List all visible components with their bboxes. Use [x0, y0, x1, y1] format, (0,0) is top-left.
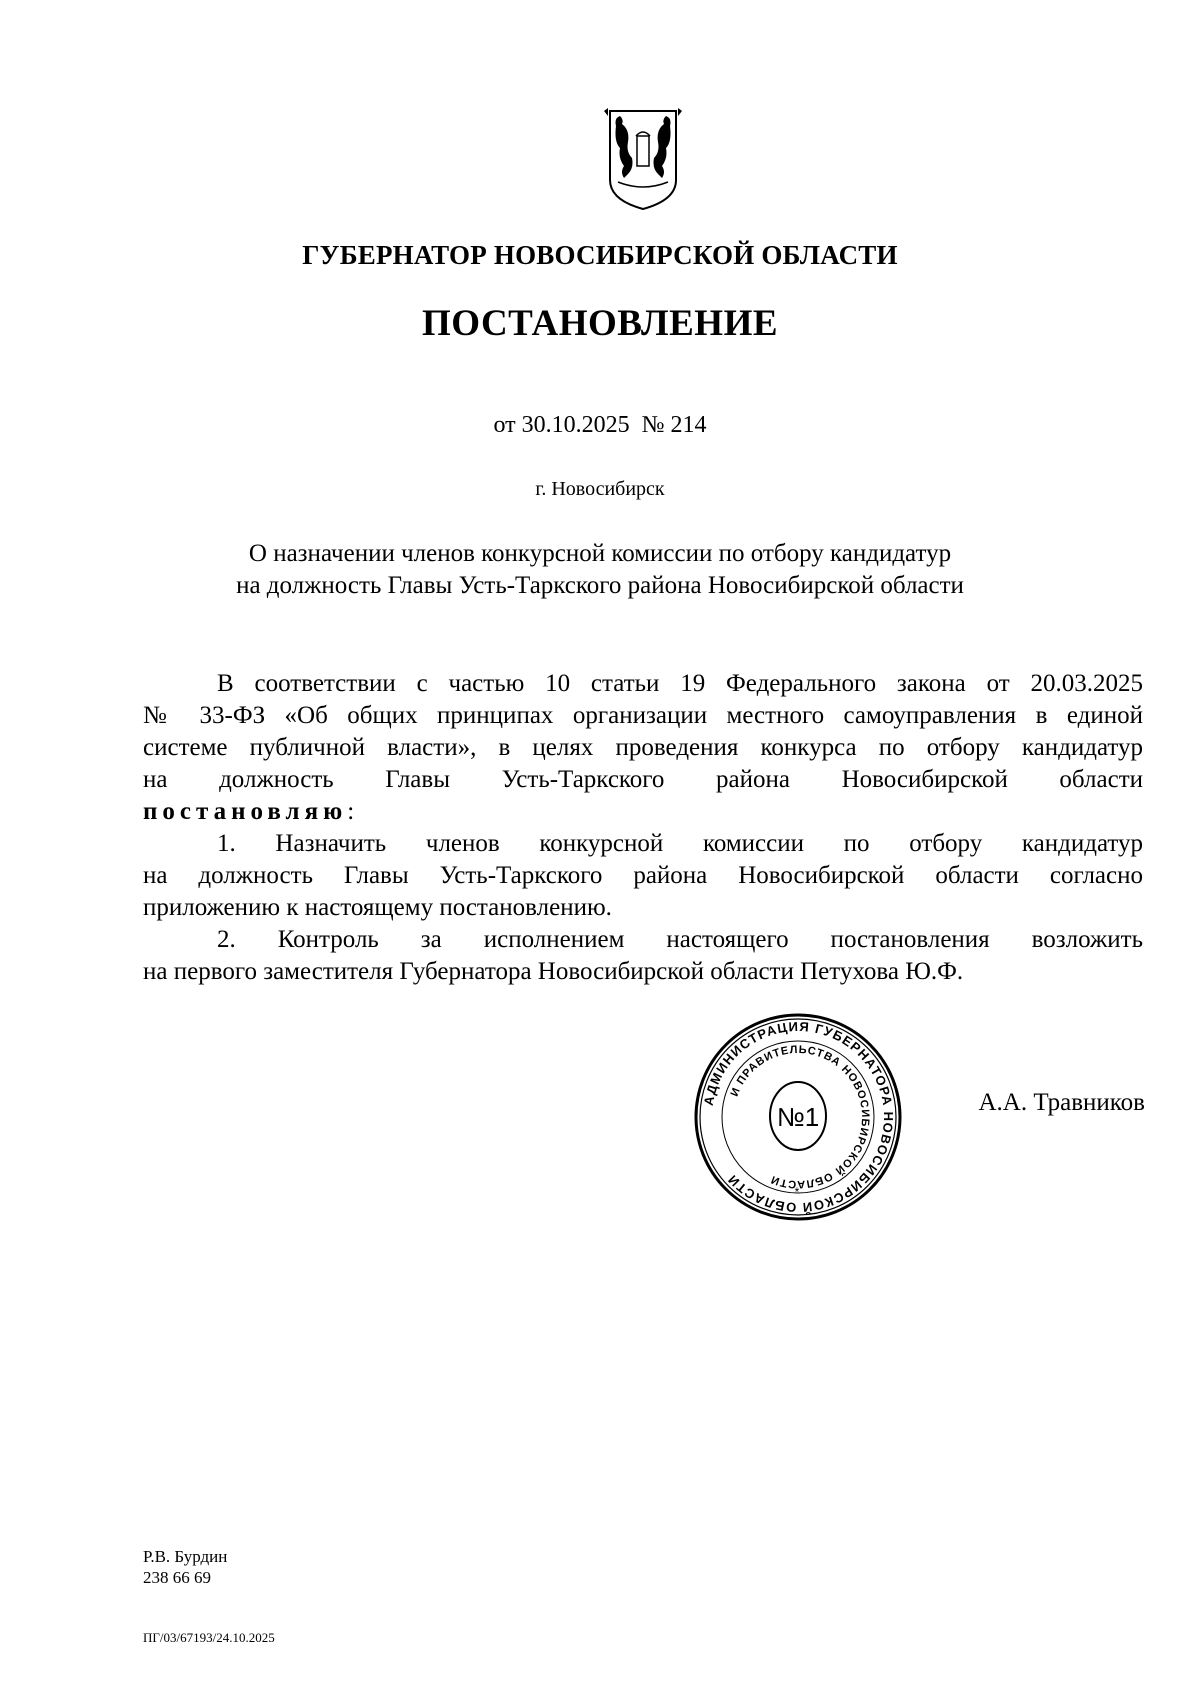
- executor-block: [143, 1546, 227, 1588]
- coat-of-arms-icon: [600, 108, 686, 211]
- registration-number: ПГ/03/67193/24.10.2025: [143, 1630, 275, 1645]
- stamp-outer-text: АДМИНИСТРАЦИЯ ГУБЕРНАТОРА НОВОСИБИРСКОЙ ОБЛАСТИ: [700, 1018, 897, 1216]
- stamp-inner-text: И ПРАВИТЕЛЬСТВА НОВОСИБИРСКОЙ ОБЛАСТИ: [728, 1043, 872, 1191]
- body-line: В соответствии с частью 10 статьи 19 Федерального закона от 20.03.2025: [217, 670, 1143, 697]
- subject-line: на должность Главы Усть-Таркского района Новосибирской области: [236, 572, 964, 599]
- body-line: 2. Контроль за исполнением настоящего постановления возложить: [217, 926, 1143, 953]
- body-line: системе публичной власти», в целях проведения конкурса по отбору кандидатур: [143, 734, 1143, 761]
- signatory-name: А.А. Травников: [978, 1089, 1145, 1116]
- subject-line: О назначении членов конкурсной комиссии по отбору кандидатур: [248, 540, 952, 567]
- body-line: на должность Главы Усть-Таркского района Новосибирской области: [143, 766, 1143, 793]
- decree-line: [143, 796, 1143, 828]
- document-number-date: от 30.10.2025 № 214: [493, 412, 707, 438]
- body-line: на должность Главы Усть-Таркского района Новосибирской области согласно: [143, 862, 1143, 889]
- body-line: 1. Назначить членов конкурсной комиссии по отбору кандидатур: [217, 830, 1143, 857]
- body-line: приложению к настоящему постановлению.: [143, 894, 612, 921]
- executor-phone: 238 66 69: [143, 1568, 211, 1587]
- document-city: г. Новосибирск: [535, 478, 665, 500]
- official-stamp: [693, 1012, 903, 1222]
- stamp-number: №1: [776, 1102, 820, 1132]
- body-line: № 33-ФЗ «Об общих принципах организации местного самоуправления в единой: [143, 702, 1143, 729]
- document-type: ПОСТАНОВЛЕНИЕ: [421, 303, 779, 344]
- document-body: [143, 668, 1143, 988]
- body-line: на первого заместителя Губернатора Новосибирской области Петухова Ю.Ф.: [143, 958, 964, 985]
- document-subject: [0, 538, 1200, 602]
- decree-word: постановляю: [143, 798, 348, 825]
- decree-colon: :: [347, 798, 355, 825]
- authority-title: ГУБЕРНАТОР НОВОСИБИРСКОЙ ОБЛАСТИ: [302, 240, 898, 270]
- svg-text:*: *: [794, 1185, 800, 1199]
- executor-name: Р.В. Бурдин: [143, 1547, 228, 1566]
